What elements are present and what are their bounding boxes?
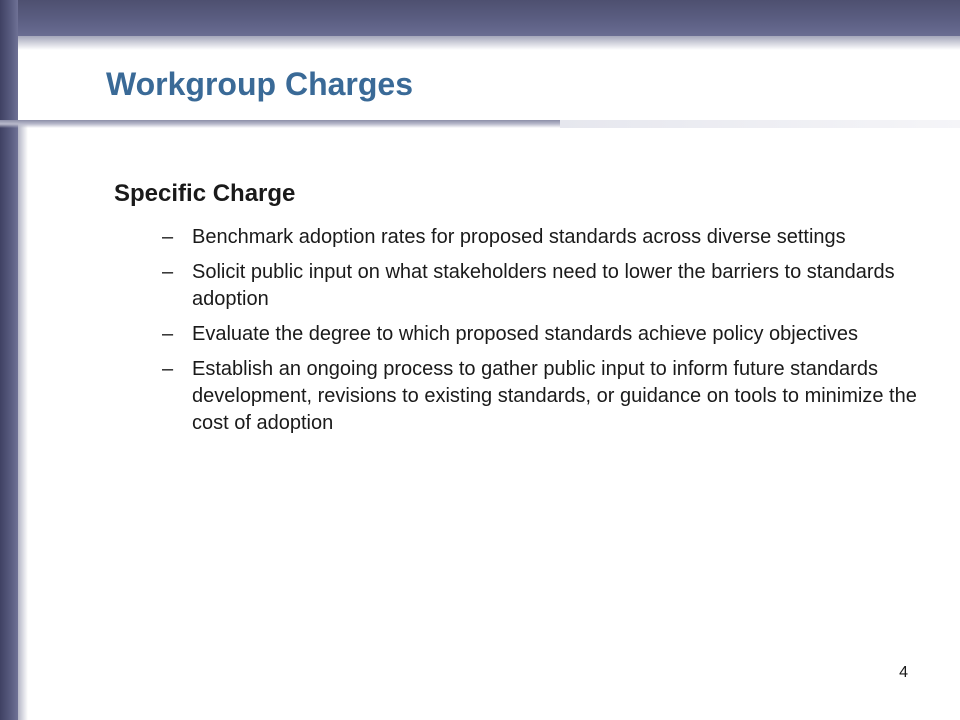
top-bar-shadow: [0, 36, 960, 50]
bullet-dash: –: [162, 358, 174, 380]
bullet-item: [114, 259, 934, 313]
bullet-list: [114, 224, 934, 437]
bullet-text: Evaluate the degree to which proposed standards achieve policy objectives: [192, 323, 858, 345]
bullet-item: [114, 224, 934, 251]
bullet-dash: –: [162, 261, 174, 283]
left-bar-shadow: [18, 120, 28, 720]
bullet-text: Establish an ongoing process to gather public input to inform future standards development, revisions to existing standards, or guidance on tools to minimize the cost of adoption: [192, 358, 917, 434]
slide-title: Workgroup Charges: [106, 66, 413, 102]
top-decorative-bar: [0, 0, 960, 36]
page-number: 4: [899, 664, 908, 681]
bullet-item: [114, 356, 934, 437]
slide-content: [114, 176, 934, 445]
bullet-text: Solicit public input on what stakeholders need to lower the barriers to standards adoption: [192, 261, 895, 310]
bullet-dash: –: [162, 323, 174, 345]
section-heading: Specific Charge: [114, 180, 296, 207]
title-underline-highlight: [560, 120, 960, 128]
bullet-item: [114, 321, 934, 348]
left-decorative-bar: [0, 0, 18, 720]
bullet-text: Benchmark adoption rates for proposed standards across diverse settings: [192, 226, 846, 248]
bullet-dash: –: [162, 226, 174, 248]
